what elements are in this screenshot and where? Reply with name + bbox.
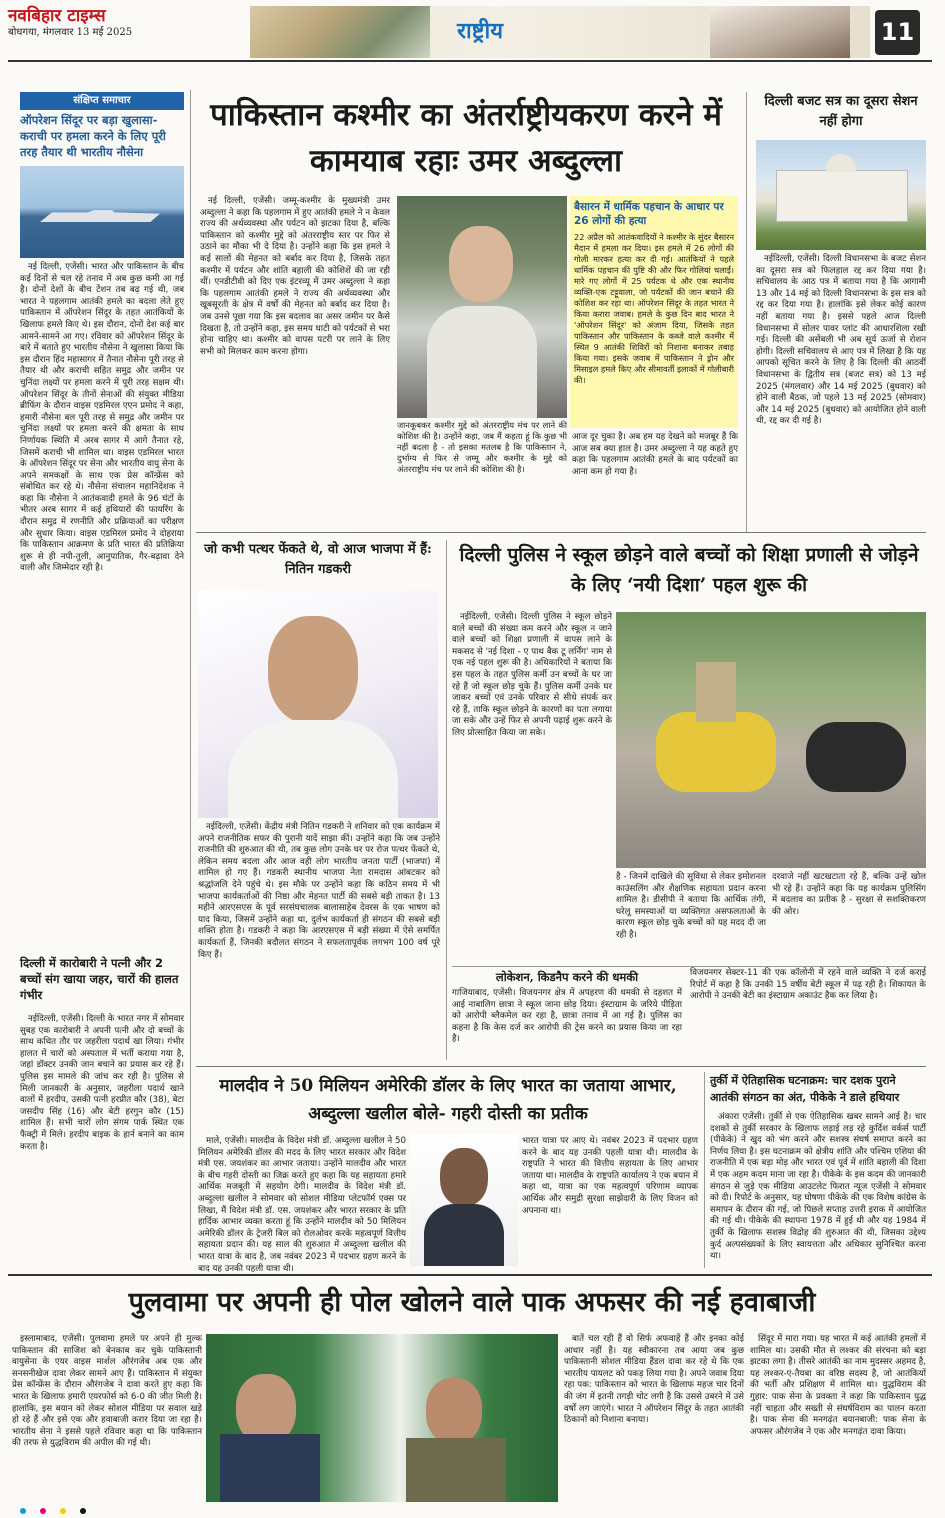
navy-headline: ऑपरेशन सिंदूर पर बड़ा खुलासा- कराची पर हमला करने के लिए पूरी तरह तैयार थी भारतीय नौसेना xyxy=(20,113,166,159)
kurta-shape xyxy=(427,306,537,418)
lead-body xyxy=(200,196,390,526)
side-box-headline: बैसारन में धार्मिक पहचान के आधार पर 26 लोगों की हत्या xyxy=(574,201,724,227)
pulwama-col3 xyxy=(750,1334,926,1502)
turkey-body xyxy=(710,1112,926,1268)
masthead-brand xyxy=(8,6,238,52)
delhi-poison-text: नईदिल्ली, एजेंसी। दिल्ली के भारत नगर में सोमवार सुबह एक कारोबारी ने अपनी पत्नी और दो बच्चों के साथ कथित तौर पर जहरीला पदार्थ खा लिया। गंभीर हालत में चारों को अस्पताल में भर्ती कराया गया है, जहां डॉक्टर उनकी जान बचाने का प्रयास कर रहे हैं। पुलिस इस मामले की जांच कर रही है। पुलिस से मिली जानकारी के अनुसार, जहरीला पदार्थ खाने वालों में हरदीप, उसकी पत्नी हरप्रीत कौर (38), बेटा जसदीप सिंह (16) और बेटी हरगुन कौर (15) शामिल हैं। सभी चारों लोग संगम पार्क स्थित एक फैक्ट्री में मिले। हरदीप बाइक के हार्न बनाने का काम करता है। xyxy=(20,1014,184,1152)
side-box-body: 22 अप्रैल को आतंकवादियों ने कश्मीर के सुंदर बैसारन मैदान में हमला कर दिया। इस हमले में 26 लोगों की गोली मारकर हत्या कर दी गई। आतंकियों ने पहले धार्मिक पहचान की पुष्टि की और फिर गोलियां चलाईं। मारे गए लोगों में 25 पर्यटक थे और एक स्थानीय व्यक्ति-एक टट्टूवाला, जो पर्यटकों की जान बचाने की कोशिश कर रहा था। ऑपरेशन सिंदूर के तहत भारत ने किया करारा जवाब। हमले के कुछ दिन बाद भारत ने 'ऑपरेशन सिंदूर' को अंजाम दिया, जिसके तहत पाकिस्तान और पाकिस्तान के कब्जे वाले कश्मीर में स्थित 9 आतंकी शिविरों को निशाना बनाकर तबाह किया गया। इसके जवाब में पाकिस्तान ने ड्रोन और मिसाइल हमले किए और सीमावर्ती इलाकों में गोलीबारी की। xyxy=(574,232,734,385)
lead-caption: जानकूबकर कश्मीर मुद्दे को अंतरराष्ट्रीय मंच पर लाने की कोशिश की है। उन्होंने कहा, जब मैं कहता हूं कि कुछ भी नहीं बदला है - तो इसका मतलब है कि पाकिस्तान ने, दुर्भाग्य से फिर से जम्मू और कश्मीर के मुद्दे को अंतरराष्ट्रीय मंच पर लाने की कोशिश की है। xyxy=(397,420,567,474)
assembly-building-photo xyxy=(756,140,926,250)
motorcycle-shape xyxy=(656,712,776,792)
maldives-headline: मालदीव ने 50 मिलियन अमेरिकी डॉलर के लिए भारत का जताया आभार, अब्दुल्ला खलील बोले- गहरी दोस्ती का प्रतीक xyxy=(219,1076,677,1124)
officer-face-shape xyxy=(426,1378,482,1444)
section-rule xyxy=(196,1066,926,1067)
side-box xyxy=(570,196,738,428)
statue-graphic xyxy=(710,6,850,58)
face-shape xyxy=(268,616,358,724)
omar-abdullah-photo xyxy=(397,196,567,418)
cyan-dot xyxy=(20,1508,26,1514)
police-caption: है - जिनमें दाखिले की सुविधा से लेकर इमोशनल काउंसलिंग और शैक्षणिक सहायता प्रदान करना शामिल है। डीसीपी ने बताया कि आर्थिक तंगी, घरेलू समस्याओं या व्यक्तिगत असफलताओं के कारण स्कूल छोड़ चुके बच्चों को यह मदद दी जा रही है। xyxy=(616,872,766,940)
gadkari-headline: जो कभी पत्थर फेंकते थे, वो आज भाजपा में हैं: नितिन गडकरी xyxy=(204,542,432,577)
kurta-shape xyxy=(228,720,398,818)
face-shape xyxy=(449,226,513,302)
yellow-dot xyxy=(60,1508,66,1514)
navy-ships-photo xyxy=(20,166,184,258)
officer-shape xyxy=(696,662,736,722)
uniform-shape xyxy=(406,1438,506,1502)
issue-date: बोधगया, मंगलवार 13 मई 2025 xyxy=(8,27,133,38)
gadkari-body xyxy=(198,822,440,1060)
masthead-banner xyxy=(250,6,870,58)
warship-shape xyxy=(40,210,160,222)
pulwama-col1-text: इस्लामाबाद, एजेंसी। पुलवामा हमले पर अपने ही मुल्क पाकिस्तान की साजिश को बेनकाब कर चुके पाकिस्तानी वायुसेना के एयर वाइस मार्शल औरंगजेब अब एक और सनसनीखेज दावा लेकर सामने आए हैं। पाकिस्तान में संयुक्त प्रेस कॉन्फ्रेंस के दौरान औरंगजेब ने दावा करते हुए कहा कि भारत के खिलाफ हमारी एयरफोर्स को 6-0 की जीत मिली है। हालांकि, इस बयान को लेकर सोशल मीडिया पर सवाल खड़े हो रहे हैं और इसे एक और हवाबाजी करार दिया जा रहा है। भारतीय सेना ने इससे पहले रविवार कहा था कि पाकिस्तान की तरफ से युद्धविराम की अपील की गई थी। xyxy=(12,1334,202,1449)
nitin-gadkari-photo xyxy=(198,590,438,818)
turkey-body-text: अंकारा एजेंसी। तुर्की से एक ऐतिहासिक खबर सामने आई है। चार दशकों से तुर्की सरकार के खिलाफ लड़ाई लड़ रहे कुर्दिश वर्कर्स पार्टी (पीकेके) ने खुद को भंग करने और सशस्त्र संघर्ष समाप्त करने का निर्णय लिया है। इस घटनाक्रम को क्षेत्रीय शांति और पश्चिम एशिया की राजनीति में एक बड़ा मोड़ और भारत एवं पूर्व में शांति बहाली की दिशा में एक अहम कदम माना जा रहा है। पीकेके के इस कदम की जानकारी संगठन से जुड़े एक मीडिया आउटलेट फिरात न्यूज एजेंसी ने सोमवार को दी। रिपोर्ट के अनुसार, यह घोषणा पीकेके की एक विशेष कांग्रेस के समापन के दौरान की गई, जो पिछले सप्ताह उत्तरी इराक में आयोजित की गई थी। पीकेके की स्थापना 1978 में हुई थी और यह 1984 में तुर्की के खिलाफ सशस्त्र विद्रोह की शुरुआत की थी, जिसका उद्देश्य कुर्द अल्पसंख्यकों के लिए स्वायत्तता और अधिकार सुनिश्चित करना था। xyxy=(710,1112,926,1262)
gadkari-body-text: नईदिल्ली, एजेंसी। केंद्रीय मंत्री नितिन गडकरी ने शनिवार को एक कार्यक्रम में अपने राजनीतिक सफर की पुरानी यादें साझा कीं। उन्होंने कहा कि जब उन्होंने राजनीति की शुरुआत की थी, तब कुछ लोग उनके घर पर रोज पत्थर फेंकते थे, लेकिन समय बदला और आज वही लोग भारतीय जनता पार्टी (भाजपा) में शामिल हो गए हैं। गडकरी स्थानीय भाजपा नेता रामदास आंबटकर को श्रद्धांजलि देने पहुंचे थे। इस मौके पर उन्होंने कहा कि कठिन समय में भी भाजपा कार्यकर्ताओं की निष्ठा और मेहनत पार्टी की सबसे बड़ी ताकत है। 13 महीने आरएसएस के पूर्व सरसंघचालक बालासाहेब देवरस के एक भाषण को याद किया, जिसमें उन्होंने कहा था, दुर्लभ कार्यकर्ता ही संगठन की सबसे बड़ी शक्ति होता है। गडकरी ने कहा कि आरएसएस में बड़ी संख्या में ऐसे समर्पित कार्यकर्ता हैं, जिनकी बदौलत संगठन ने सफलतापूर्वक लगभग 100 वर्ष पूरे किए हैं। xyxy=(198,822,440,960)
column-divider xyxy=(446,540,447,1060)
suit-shape xyxy=(424,1204,504,1266)
budget-headline: दिल्ली बजट सत्र का दूसरा सेशन नहीं होगा xyxy=(764,94,918,129)
pakistan-briefing-photo xyxy=(206,1334,558,1502)
maldives-body-text: माले, एजेंसी। मालदीव के विदेश मंत्री डॉ. अब्दुल्ला खलील ने 50 मिलियन अमेरिकी डॉलर की मदद के लिए भारत सरकार और विदेश मंत्री एस. जयशंकर का आभार जताया। उन्होंने मालदीव और भारत के बीच गहरी दोस्ती का जिक्र करते हुए कहा कि यह सहायता हमारे आर्थिक मजबूती में सहयोग देगी। मालदीव के विदेश मंत्री डॉ. अब्दुल्ला खलील ने सोमवार को सोशल मीडिया प्लेटफॉर्म एक्स पर लिखा, मैं विदेश मंत्री डॉ. एस. जयशंकर और भारत सरकार के प्रति हार्दिक आभार व्यक्त करता हूं कि उन्होंने मालदीव को 50 मिलियन अमेरिकी डॉलर के ट्रेजरी बिल को रोलओवर करके महत्वपूर्ण वित्तीय सहायता प्रदान की। यह साल की शुरुआत में अब्दुल्ला खलील की भारत यात्रा के बाद है, जब नवंबर 2023 में पदभार ग्रहण करने के बाद यह उनकी पहली यात्रा थी। xyxy=(198,1136,406,1274)
budget-body-text: नईदिल्ली, एजेंसी। दिल्ली विधानसभा के बजट सेशन का दूसरा सत्र को फिलहाल रद्द कर दिया गया है। सचिवालय के आठ पत्र में बताया गया है कि आगामी 13 और 14 मई को दिल्ली विधानसभा के इस सत्र को रद्द कर दिया गया है। हालांकि इसे लेकर कोई कारण नहीं बताया गया है। इससे पहले आज दिल्ली विधानसभा में सोलर पावर प्लांट की आधारशिला रखी गई। दिल्ली की असेंबली भी अब सूर्य ऊर्जा से रोशन होगी। दिल्ली सचिवालय से आए पत्र में लिखा है कि यह आपको सूचित करने के लिए है कि दिल्ली की आठवीं विधानसभा के द्वितीय सत्र (बजट सत्र) को 13 मई 2025 (मंगलवार) और 14 मई 2025 (बुधवार) को होने वाली बैठक, जो पहले 13 मई 2025 (सोमवार) और 14 मई 2025 (बुधवार) को आयोजित होने वाली थी, रद्द कर दी गई है। xyxy=(756,254,926,427)
pulwama-col2-text: बातें चल रही हैं वो सिर्फ अफवाहें हैं और इनका कोई आधार नहीं है। यह स्वीकारना तब आया जब कुछ पाकिस्तानी सोशल मीडिया हैंडल दावा कर रहे थे कि एक भारतीय पायलट को पकड़ लिया गया है। अपने जवाब दिया रहा पक: पाकिस्तान को भारत के खिलाफ महज चार दिनों की जंग में इतनी तगड़ी चोट लगी है कि उससे उबरने में उसे वर्षों लग जाएंगे। भारत ने ऑपरेशन सिंदूर के तहत आतंकी ठिकानों को निशाना बनाया। xyxy=(564,1334,744,1426)
black-dot xyxy=(80,1508,86,1514)
police-headline: दिल्ली पुलिस ने स्कूल छोड़ने वाले बच्चों को शिक्षा प्रणाली से जोड़ने के लिए ‘नयी दिशा’ पहल शुरू की xyxy=(459,544,919,596)
masthead-rule xyxy=(8,60,932,62)
column-divider xyxy=(704,1072,705,1268)
pulwama-col1 xyxy=(12,1334,202,1502)
delhi-poison-body xyxy=(20,1014,184,1254)
maldives-body-2: भारत यात्रा पर आए थे। नवंबर 2023 में पदभार ग्रहण करने के बाद यह उनकी पहली यात्रा थी। मालदीव के राष्ट्रपति ने भारत की वित्तीय सहायता के लिए आभार जताया था। मालदीव के राष्ट्रपति कार्यालय ने एक बयान में कहा था, यात्रा का एक महत्वपूर्ण परिणाम व्यापक आर्थिक और समुद्री सुरक्षा साझेदारी के लिए विजन को अपनाना था। xyxy=(522,1136,698,1216)
budget-body xyxy=(756,254,926,526)
section-title: राष्ट्रीय xyxy=(456,18,503,44)
lead-body-text: नई दिल्ली, एजेंसी। जम्मू-कश्मीर के मुख्यमंत्री उमर अब्दुल्ला ने कहा कि पहलगाम में हुए आतंकी हमले ने न केवल राज्य की अर्थव्यवस्था और पर्यटन को झटका दिया है, बल्कि पाकिस्तान को कश्मीर मुद्दे को अंतरराष्ट्रीय स्तर पर फिर से उठाने का मौका भी दे दिया है। उन्होंने कहा कि इस हमले ने कई सालों की मेहनत को बर्बाद कर दिया है, जिसके तहत कश्मीर में पर्यटन और शांति बहाली की कोशिशें की जा रही थीं। एनडीटीवी को दिए एक इंटरव्यू में उमर अब्दुल्ला ने कहा कि पहलगाम आतंकी हमले ने राज्य की अर्थव्यवस्था और खूबसूरती के क्षेत्र में वर्षों की मेहनत को बर्बाद कर दिया है। जब उनसे पूछा गया कि इस बदलाव का असर जमीन पर कैसे दिखता है, तो उन्होंने कहा, इस समय घाटी को पर्यटकों से भरा होना चाहिए था। कश्मीर को वापस पटरी पर लाने के लिए सभी को मिलकर काम करना होगा। xyxy=(200,196,390,357)
maldives-body xyxy=(198,1136,406,1274)
face-shape xyxy=(440,1148,488,1206)
police-body xyxy=(452,612,612,870)
police-motorcycle-photo xyxy=(616,612,926,868)
motorcycle-shape xyxy=(806,722,906,792)
side-box-extra: आज दूर चुका है। अब हम यह देखने को मजबूर हैं कि आज सब क्या हाल है। उमर अब्दुल्ला ने यह कहते हुए कहा कि पहलगाम आतंकी हमले के बाद पर्यटकों का आना कम हो गया है। xyxy=(572,432,738,477)
building-shape xyxy=(776,170,908,222)
pulwama-col3-text: सिंदूर में मारा गया। यह भारत में कई आतंकी हमलों में शामिल था। उसकी मौत से लश्कर की संरचना को बड़ा झटका लगा है। तीसरे आतंकी का नाम मुदस्सर अहमद है, यह लश्कर-ए-तैयबा का वरिष्ठ सदस्य है, जो आतंकियों की भर्ती और प्रशिक्षण में शामिल था। युद्धविराम की गुहार: पाक सेना के प्रवक्ता ने कहा कि पाकिस्तान युद्ध नहीं चाहता और सख्ती से संघर्षविराम का पालन करता है। पाक सेना की मनगढ़ंत बयानबाजी: पाक सेना के अफसर औरंगजेब ने एक और मनगढ़ंत दावा किया। xyxy=(750,1334,926,1437)
turkey-headline: तुर्की में ऐतिहासिक घटनाक्रम: चार दशक पुराने आतंकी संगठन का अंत, पीकेके ने डाले हथियार xyxy=(710,1074,900,1104)
section-rule xyxy=(452,966,926,967)
navy-body-text: नई दिल्ली, एजेंसी। भारत और पाकिस्तान के बीच कई दिनों से चल रहे तनाव में अब कुछ कमी आ गई है। दोनों देशों के बीच टेंशन तब बढ़ गई थी, जब भारत ने पहलगाम आतंकी हमले का बदला लेते हुए पाकिस्तान में ऑपरेशन सिंदूर के तहत आतंकियों के खिलाफ हमले किए थे। इस दौरान, दोनों देश कई बार आमने-सामने आ गए। रविवार को ऑपरेशन सिंदूर के बारे में बताते हुए भारतीय नौसेना ने खुलासा किया कि इस दौरान हिंद महासागर में तैनात नौसेना पूरी तरह से तैयार थी और कराची सहित समुद्र और जमीन पर चुनिंदा लक्ष्यों पर हमला करने में पूरी तरह सक्षम थी। ऑपरेशन सिंदूर के तीनों सेनाओं की संयुक्त मीडिया ब्रीफिंग के दौरान वाइस एडमिरल एएन प्रमोद ने कहा, हमारी नौसेना बल पूरी तरह से समुद्र और जमीन पर चुनिंदा लक्ष्यों पर हमला करने की क्षमता के साथ निर्णायक स्थिति में अरब सागर में आगे तैनात रहे, जिसमें कराची भी शामिल था। वाइस एडमिरल भारत के ऑपरेशन सिंदूर पर सेना और भारतीय वायु सेना के अपने समकक्षों के साथ एक प्रेस कॉन्फ्रेंस को संबोधित कर रहे थे। नौसेना संचालन महानिदेशक ने कहा कि नौसेना ने आतंकवादी हमले के 96 घंटों के भीतर अरब सागर में कई हथियारों की फायरिंग के दौरान समुद्र में रणनीति और प्रक्रियाओं का परीक्षण और सुधार किया। वाइस एडमिरल प्रमोद ने दोहराया कि पाकिस्तान आक्रमण के प्रति भारत की प्रतिक्रिया शुरू से ही नपी-तुली, आनुपातिक, गैर-बढ़ावा देने वाली और जिम्मेदार रही है। xyxy=(20,262,184,574)
print-registration-strip xyxy=(0,1506,945,1516)
kidnap-body-2: विजयनगर सेक्टर-11 की एक कॉलोनी में रहने वाले व्यक्ति ने दर्ज कराई रिपोर्ट में कहा है कि उनकी 15 वर्षीय बेटी स्कूल में पढ़ रही है। शिकायत के आरोपी ने उनकी बेटी का इंस्टाग्राम अकाउंट हैक कर लिया है। xyxy=(690,968,926,1002)
dome-shape xyxy=(826,154,856,172)
page-number: 11 xyxy=(875,10,920,55)
police-body-text: नईदिल्ली, एजेंसी। दिल्ली पुलिस ने स्कूल छोड़ने वाले बच्चों की संख्या कम करने और स्कूल न जाने वाले बच्चों को शिक्षा प्रणाली में वापस लाने के मकसद से 'नई दिशा - ए पाथ बैक टू लर्निंग' नाम से एक नई पहल शुरू की है। अधिकारियों ने बताया कि इस पहल के तहत पुलिस कर्मी उन बच्चों के घर जा रहे हैं जो स्कूल छोड़ चुके हैं। पुलिस कर्मी उनके घर जाकर बच्चों एवं उनके परिवार से सीधे संपर्क कर रहे हैं, ताकि स्कूल छोड़ने के कारणों का पता लगाया जा सके और उन्हें फिर से अपनी पढ़ाई शुरू करने के लिए प्रोत्साहित किया जा सके। xyxy=(452,612,612,738)
pulwama-col2 xyxy=(564,1334,744,1502)
delhi-poison-headline: दिल्ली में कारोबारी ने पत्नी और 2 बच्चों संग खाया जहर, चारों की हालत गंभीर xyxy=(20,956,179,1002)
section-rule xyxy=(8,1274,932,1276)
uniform-shape xyxy=(220,1434,320,1502)
abdulla-khaleel-photo xyxy=(410,1134,518,1266)
india-map-graphic xyxy=(250,6,430,58)
kidnap-body: गाजियाबाद, एजेंसी। विजयनगर क्षेत्र में अपहरण की धमकी से दहशत में आई नाबालिग छात्रा ने स्कूल जाना छोड़ दिया। इंस्टाग्राम के जरिये पीड़िता को आरोपी ब्लैकमेल कर रहा है, छात्रा तनाव में आ गई है। पुलिस का कहना है कि केस दर्ज कर आरोपी की ट्रेस करने का प्रयास किया जा रहा है। xyxy=(452,988,682,1045)
section-rule xyxy=(196,532,926,533)
newspaper-name: नवबिहार टाइम्स xyxy=(8,6,106,26)
magenta-dot xyxy=(40,1508,46,1514)
kidnap-headline: लोकेशन, किडनैप करने की धमकी xyxy=(495,970,639,984)
police-caption-2: दरवाजे नहीं खटखटाता रहे हैं, बल्कि उन्हें खोल भी रहे हैं। उन्होंने कहा कि यह कार्यक्रम पुलिसिंग में बदलाव का प्रतीक है - सुरक्षा से सशक्तिकरण की ओर। xyxy=(772,872,926,917)
column-divider xyxy=(190,90,191,1260)
pulwama-headline: पुलवामा पर अपनी ही पोल खोलने वाले पाक अफसर की नई हवाबाजी xyxy=(128,1287,816,1318)
lead-headline: पाकिस्तान कश्मीर का अंतर्राष्ट्रीयकरण करने में कामयाब रहाः उमर अब्दुल्ला xyxy=(210,97,722,179)
column-divider xyxy=(746,92,747,532)
navy-story-body xyxy=(20,262,184,952)
brief-news-tag: संक्षिप्त समाचार xyxy=(20,92,184,110)
